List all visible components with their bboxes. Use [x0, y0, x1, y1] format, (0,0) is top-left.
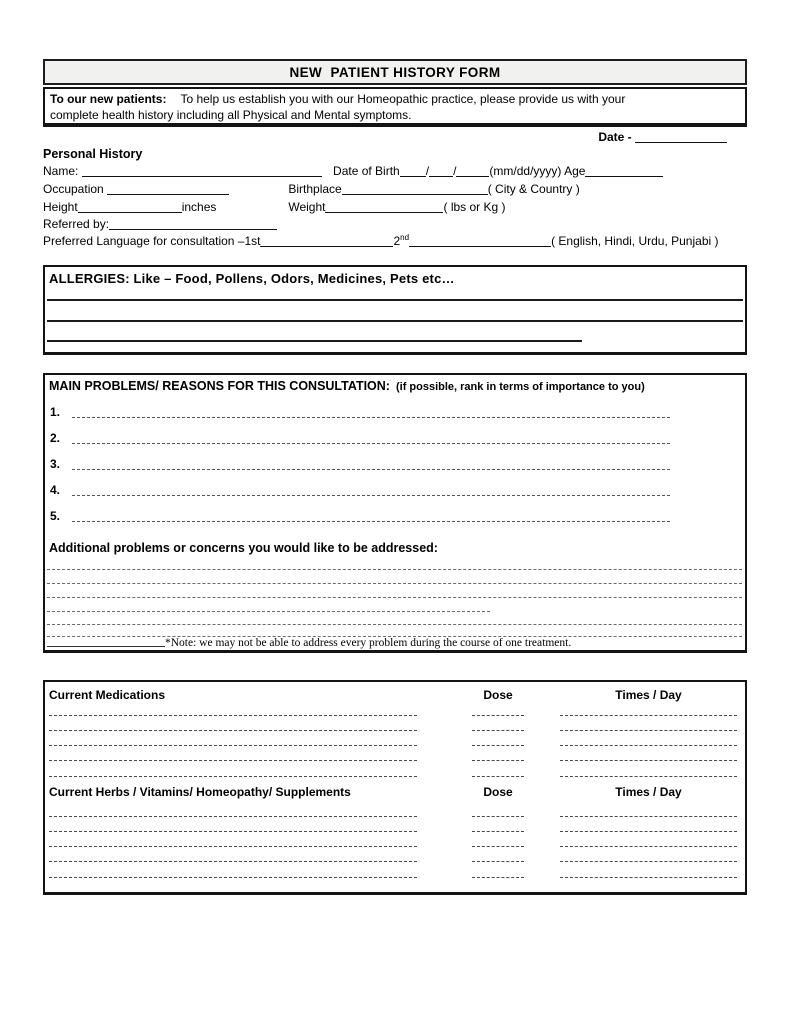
problem-item-5 [50, 509, 740, 523]
problem-number-1: 1. [50, 405, 61, 419]
dob-format-hint: (mm/dd/yyyy) [489, 164, 562, 178]
main-problems-section [43, 373, 747, 653]
intro-text-1: To help us establish you with our Homeopathic practice, please provide us with your [180, 92, 626, 106]
note-row [47, 635, 571, 649]
herb-times-line[interactable] [560, 861, 737, 862]
herb-name-line[interactable] [49, 816, 417, 817]
medication-name-line[interactable] [49, 730, 417, 731]
additional-write-line-1[interactable] [47, 569, 742, 570]
herb-dose-line[interactable] [472, 861, 524, 862]
problem-item-2 [50, 431, 740, 445]
herb-times-line[interactable] [560, 831, 737, 832]
dob-year-line[interactable] [456, 165, 489, 177]
main-problems-heading: MAIN PROBLEMS/ REASONS FOR THIS CONSULTATION: (if possible, rank in terms of importance to you) [49, 379, 645, 393]
header-spacer [524, 785, 560, 799]
problem-write-line-2[interactable] [72, 443, 670, 444]
medication-times-line[interactable] [560, 730, 737, 731]
herb-times-line[interactable] [560, 816, 737, 817]
medication-dose-line[interactable] [472, 730, 524, 731]
herb-name-line[interactable] [49, 877, 417, 878]
form-title: NEW PATIENT HISTORY FORM [289, 64, 501, 80]
medications-header-row [49, 688, 737, 702]
note-blank-line[interactable] [47, 636, 165, 647]
date-input-line[interactable] [635, 131, 727, 143]
herb-name-line[interactable] [49, 861, 417, 862]
herb-dose-line[interactable] [472, 846, 524, 847]
dose-heading: Dose [483, 785, 513, 799]
allergies-write-line-2[interactable] [47, 320, 743, 322]
herbs-supplements-heading: Current Herbs / Vitamins/ Homeopathy/ Supplements [49, 785, 351, 799]
additional-write-line-4[interactable] [47, 611, 490, 612]
additional-write-line-3[interactable] [47, 597, 742, 598]
form-content [43, 59, 747, 899]
intro-box [43, 87, 747, 127]
problem-number-3: 3. [50, 457, 61, 471]
personal-history-heading: Personal History [43, 147, 143, 161]
herb-dose-line[interactable] [472, 831, 524, 832]
dose-heading: Dose [483, 688, 513, 702]
problem-item-3 [50, 457, 740, 471]
herb-name-line[interactable] [49, 846, 417, 847]
additional-write-line-2[interactable] [47, 583, 742, 584]
name-label: Name: [43, 164, 79, 178]
inches-label: inches [181, 200, 217, 214]
dob-slash-1: / [425, 164, 430, 178]
problem-item-1 [50, 405, 740, 419]
medication-dose-line[interactable] [472, 715, 524, 716]
intro-lead: To our new patients: [50, 92, 167, 106]
allergies-write-line-1[interactable] [47, 299, 743, 301]
medications-section [43, 680, 747, 895]
language-row [43, 234, 747, 249]
language-first-line[interactable] [260, 235, 393, 247]
times-per-day-heading: Times / Day [615, 785, 682, 799]
name-input-line[interactable] [82, 165, 322, 177]
problem-number-5: 5. [50, 509, 61, 523]
age-input-line[interactable] [585, 165, 663, 177]
problem-write-line-4[interactable] [72, 495, 670, 496]
birthplace-label: Birthplace [288, 182, 342, 196]
times-per-day-heading: Times / Day [615, 688, 682, 702]
date-label: Date - [598, 130, 632, 144]
herb-dose-line[interactable] [472, 816, 524, 817]
allergies-write-line-3[interactable] [47, 340, 582, 342]
birthplace-input-line[interactable] [342, 183, 488, 195]
units-hint: ( lbs or Kg ) [443, 200, 506, 214]
medication-times-line[interactable] [560, 760, 737, 761]
medication-dose-line[interactable] [472, 745, 524, 746]
problem-write-line-5[interactable] [72, 521, 670, 522]
language-second-line[interactable] [409, 235, 551, 247]
height-weight-row [43, 200, 747, 215]
referred-input-line[interactable] [109, 218, 277, 230]
allergies-heading: ALLERGIES: Like – Food, Pollens, Odors, Medicines, Pets etc… [49, 271, 455, 286]
dob-month-line[interactable] [400, 165, 426, 177]
herb-name-line[interactable] [49, 831, 417, 832]
intro-line-1 [50, 91, 740, 107]
ordinal-suffix: nd [400, 233, 410, 242]
medication-times-line[interactable] [560, 745, 737, 746]
dob-day-line[interactable] [429, 165, 453, 177]
referred-row [43, 217, 747, 232]
main-problems-subheading: (if possible, rank in terms of importance to you) [395, 381, 645, 393]
age-label: Age [564, 164, 586, 178]
problem-write-line-3[interactable] [72, 469, 670, 470]
problem-write-line-1[interactable] [72, 417, 670, 418]
city-country-hint: ( City & Country ) [487, 182, 580, 196]
treatment-note: *Note: we may not be able to address every problem during the course of one treatment. [165, 637, 572, 649]
date-row [598, 130, 727, 144]
weight-input-line[interactable] [325, 201, 443, 213]
medication-times-line[interactable] [560, 715, 737, 716]
medication-name-line[interactable] [49, 760, 417, 761]
intro-line-2: complete health history including all Physical and Mental symptoms. [50, 108, 412, 122]
occupation-input-line[interactable] [107, 183, 229, 195]
height-segment [43, 200, 285, 214]
medication-dose-line[interactable] [472, 760, 524, 761]
header-spacer [524, 688, 560, 702]
herb-dose-line[interactable] [472, 877, 524, 878]
height-input-line[interactable] [78, 201, 182, 213]
allergies-section [43, 265, 747, 355]
language-hint: ( English, Hindi, Urdu, Punjabi ) [551, 234, 719, 248]
problem-number-2: 2. [50, 431, 61, 445]
language-label: Preferred Language for consultation –1st [43, 234, 261, 248]
dob-label: Date of Birth [333, 164, 400, 178]
problem-item-4 [50, 483, 740, 497]
height-label: Height [43, 200, 78, 214]
weight-label: Weight [288, 200, 326, 214]
form-title-box [43, 59, 747, 85]
medication-name-line[interactable] [49, 745, 417, 746]
occupation-segment [43, 182, 285, 196]
referred-label: Referred by: [43, 217, 110, 231]
herb-times-line[interactable] [560, 846, 737, 847]
medication-name-line[interactable] [49, 715, 417, 716]
name-row [43, 164, 747, 179]
additional-write-line-5[interactable] [47, 624, 742, 625]
language-second-label: 2nd [393, 233, 410, 248]
occupation-label: Occupation [43, 182, 104, 196]
current-medications-heading: Current Medications [49, 688, 166, 702]
medication-times-line[interactable] [560, 776, 737, 777]
problem-number-4: 4. [50, 483, 61, 497]
occupation-row [43, 182, 747, 197]
dob-slash-2: / [453, 164, 457, 178]
medication-dose-line[interactable] [472, 776, 524, 777]
medication-name-line[interactable] [49, 776, 417, 777]
herb-times-line[interactable] [560, 877, 737, 878]
herbs-header-row [49, 785, 737, 799]
additional-problems-heading: Additional problems or concerns you would like to be addressed: [49, 541, 438, 555]
